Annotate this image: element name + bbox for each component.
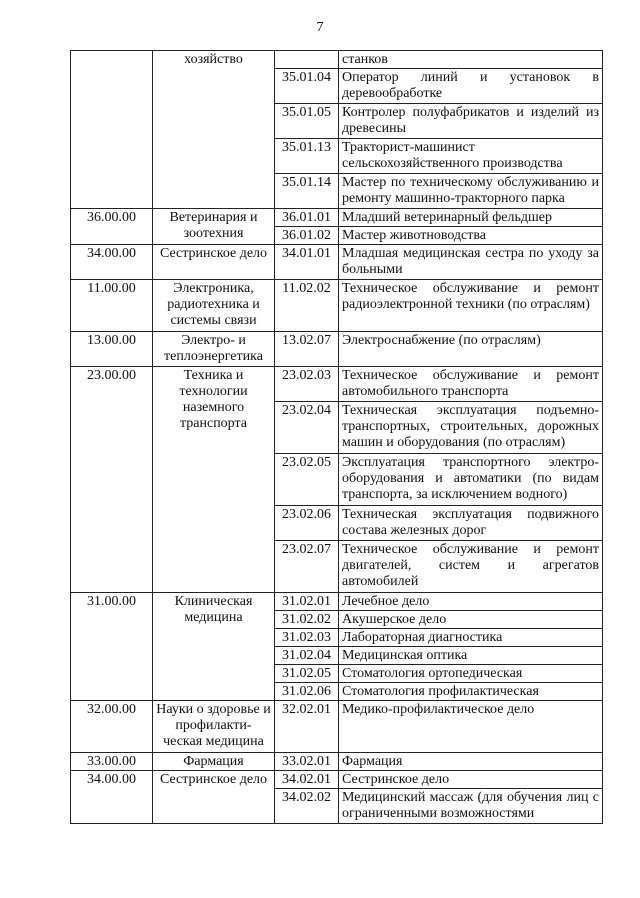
group-code-cell: 34.00.00: [71, 245, 153, 280]
table-row: [71, 701, 603, 753]
specialty-code-cell: 32.02.01: [275, 701, 339, 753]
specialty-code-cell: 11.02.02: [275, 280, 339, 332]
specialty-code-cell: 23.02.07: [275, 541, 339, 593]
specialty-code-cell: 34.02.01: [275, 771, 339, 789]
specialty-code-cell: 36.01.01: [275, 209, 339, 227]
group-code-cell: 33.00.00: [71, 753, 153, 771]
specialty-name-cell: Контролер полуфабрикатов и изделий из древесины: [339, 104, 603, 139]
table-row: [71, 771, 603, 789]
specialty-name-cell: Мастер животноводства: [339, 227, 603, 245]
specialty-code-cell: 31.02.02: [275, 611, 339, 629]
specialty-name-cell: Тракторист-машинист сельскохозяйственного производства: [339, 139, 603, 174]
group-code-cell: 23.00.00: [71, 367, 153, 593]
group-name-cell: Фармация: [153, 753, 275, 771]
specialty-code-cell: 33.02.01: [275, 753, 339, 771]
table-row: [71, 367, 603, 402]
specialty-name-cell: станков: [339, 51, 603, 69]
page-number: 7: [316, 20, 324, 35]
specialty-name-cell: Медицинская оптика: [339, 647, 603, 665]
group-name-cell: Электро- и теплоэнергетика: [153, 332, 275, 367]
specialty-name-cell: Акушерское дело: [339, 611, 603, 629]
specialty-name-cell: Медико-профилактическое дело: [339, 701, 603, 753]
specialty-code-cell: 35.01.05: [275, 104, 339, 139]
group-code-cell: 31.00.00: [71, 593, 153, 701]
specialty-name-cell: Электроснабжение (по отраслям): [339, 332, 603, 367]
specialty-code-cell: 23.02.03: [275, 367, 339, 402]
table-row: [71, 593, 603, 611]
specialty-code-cell: [275, 51, 339, 69]
specialty-code-cell: 36.01.02: [275, 227, 339, 245]
group-code-cell: 34.00.00: [71, 771, 153, 824]
specialty-name-cell: Медицинский массаж (для обучения лиц с ограниченными возможностями: [339, 789, 603, 824]
specialty-name-cell: Лабораторная диагностика: [339, 629, 603, 647]
table-row: [71, 245, 603, 280]
specialty-name-cell: Стоматология профилактическая: [339, 683, 603, 701]
group-name-cell: Науки о здоровье и профилакти-ческая медицина: [153, 701, 275, 753]
specialty-code-cell: 35.01.14: [275, 174, 339, 209]
specialty-code-cell: 23.02.04: [275, 402, 339, 454]
group-name-cell: Техника и технологии наземного транспорта: [153, 367, 275, 593]
specialty-code-cell: 34.01.01: [275, 245, 339, 280]
table-row: [71, 51, 603, 69]
group-name-cell: хозяйство: [153, 51, 275, 209]
table-row: [71, 209, 603, 227]
specialty-name-cell: Техническая эксплуатация подвижного состава железных дорог: [339, 506, 603, 541]
group-code-cell: 32.00.00: [71, 701, 153, 753]
specialty-code-cell: 31.02.06: [275, 683, 339, 701]
group-name-cell: Ветеринария и зоотехния: [153, 209, 275, 245]
group-name-cell: Сестринское дело: [153, 771, 275, 824]
specialty-name-cell: Сестринское дело: [339, 771, 603, 789]
group-name-cell: Электроника, радиотехника и системы связи: [153, 280, 275, 332]
specialty-name-cell: Мастер по техническому обслуживанию и ремонту машинно-тракторного парка: [339, 174, 603, 209]
specialty-code-cell: 23.02.05: [275, 454, 339, 506]
specialty-name-cell: Лечебное дело: [339, 593, 603, 611]
specialty-name-cell: Техническое обслуживание и ремонт радиоэлектронной техники (по отраслям): [339, 280, 603, 332]
specialty-name-cell: Младшая медицинская сестра по уходу за больными: [339, 245, 603, 280]
specialty-code-cell: 13.02.07: [275, 332, 339, 367]
group-name-cell: Сестринское дело: [153, 245, 275, 280]
specialty-code-cell: 35.01.04: [275, 69, 339, 104]
specialty-name-cell: Оператор линий и установок в деревообработке: [339, 69, 603, 104]
group-code-cell: 11.00.00: [71, 280, 153, 332]
group-code-cell: 36.00.00: [71, 209, 153, 245]
group-code-cell: 13.00.00: [71, 332, 153, 367]
specialties-table: [70, 50, 603, 824]
specialty-code-cell: 31.02.03: [275, 629, 339, 647]
table-row: [71, 280, 603, 332]
specialty-name-cell: Младший ветеринарный фельдшер: [339, 209, 603, 227]
specialty-name-cell: Стоматология ортопедическая: [339, 665, 603, 683]
specialty-name-cell: Техническая эксплуатация подъемно-транспортных, строительных, дорожных машин и оборудования (по отраслям): [339, 402, 603, 454]
specialty-code-cell: 23.02.06: [275, 506, 339, 541]
table-row: [71, 332, 603, 367]
group-name-cell: Клиническая медицина: [153, 593, 275, 701]
specialty-code-cell: 31.02.04: [275, 647, 339, 665]
specialty-name-cell: Эксплуатация транспортного электро-оборудования и автоматики (по видам транспорта, за исключением водного): [339, 454, 603, 506]
specialty-code-cell: 31.02.05: [275, 665, 339, 683]
specialty-name-cell: Техническое обслуживание и ремонт автомобильного транспорта: [339, 367, 603, 402]
specialty-code-cell: 34.02.02: [275, 789, 339, 824]
specialty-code-cell: 31.02.01: [275, 593, 339, 611]
specialty-name-cell: Фармация: [339, 753, 603, 771]
specialty-name-cell: Техническое обслуживание и ремонт двигателей, систем и агрегатов автомобилей: [339, 541, 603, 593]
specialty-code-cell: 35.01.13: [275, 139, 339, 174]
table-row: [71, 753, 603, 771]
group-code-cell: [71, 51, 153, 209]
